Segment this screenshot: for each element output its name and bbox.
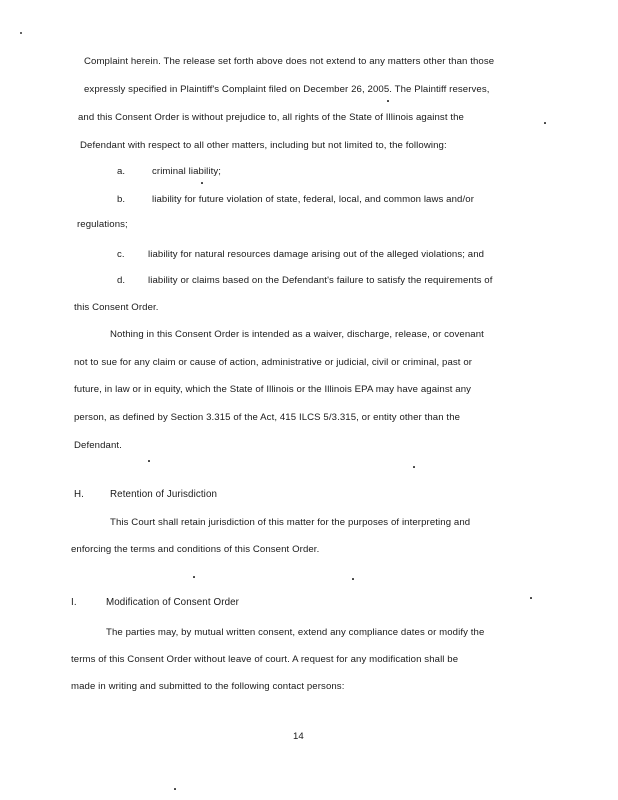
- page-number: 14: [293, 731, 304, 742]
- list-item-c-letter: c.: [117, 249, 125, 260]
- scan-speck: [544, 122, 546, 124]
- paragraph-2-line-4: person, as defined by Section 3.315 of the Act, 415 ILCS 5/3.315, or entity other than the: [74, 412, 461, 423]
- paragraph-1-line-2: expressly specified in Plaintiff's Complaint filed on December 26, 2005. The Plaintiff reserves,: [84, 84, 490, 95]
- list-item-c-text: liability for natural resources damage arising out of the alleged violations; and: [148, 249, 485, 260]
- section-h-letter: H.: [74, 489, 84, 500]
- section-h-line-1: This Court shall retain jurisdiction of this matter for the purposes of interpreting and: [110, 517, 471, 528]
- list-item-b-text: liability for future violation of state, federal, local, and common laws and/or: [152, 194, 474, 205]
- scan-speck: [193, 576, 195, 578]
- list-item-a-letter: a.: [117, 166, 126, 177]
- section-i-line-3: made in writing and submitted to the following contact persons:: [71, 681, 345, 692]
- list-item-b-letter: b.: [117, 194, 126, 205]
- paragraph-2-line-2: not to sue for any claim or cause of action, administrative or judicial, civil or criminal, past or: [74, 357, 473, 368]
- scan-speck: [352, 578, 354, 580]
- scan-speck: [530, 597, 532, 599]
- section-i-letter: I.: [71, 597, 77, 608]
- section-h-line-2: enforcing the terms and conditions of this Consent Order.: [71, 544, 320, 555]
- scan-speck: [387, 100, 389, 102]
- section-h-heading: Retention of Jurisdiction: [110, 489, 218, 500]
- list-item-a-text: criminal liability;: [152, 166, 222, 177]
- section-i-line-2: terms of this Consent Order without leave of court. A request for any modification shall be: [71, 654, 459, 665]
- list-item-d-letter: d.: [117, 275, 126, 286]
- scan-speck: [148, 460, 150, 462]
- scan-speck: [20, 32, 22, 34]
- paragraph-2-line-1: Nothing in this Consent Order is intended as a waiver, discharge, release, or covenant: [110, 329, 484, 340]
- paragraph-1-line-4: Defendant with respect to all other matters, including but not limited to, the following:: [80, 140, 447, 151]
- section-i-line-1: The parties may, by mutual written consent, extend any compliance dates or modify the: [106, 627, 485, 638]
- scan-speck: [174, 788, 176, 790]
- paragraph-2-line-3: future, in law or in equity, which the State of Illinois or the Illinois EPA may have against any: [74, 384, 472, 395]
- list-item-d-text: liability or claims based on the Defendant's failure to satisfy the requirements of: [148, 275, 493, 286]
- scan-speck: [201, 182, 203, 184]
- list-item-b-text-cont: regulations;: [77, 219, 128, 230]
- paragraph-2-line-5: Defendant.: [74, 440, 122, 451]
- paragraph-1-line-3: and this Consent Order is without prejudice to, all rights of the State of Illinois against the: [78, 112, 464, 123]
- section-i-heading: Modification of Consent Order: [106, 597, 240, 608]
- paragraph-1-line-1: Complaint herein. The release set forth above does not extend to any matters other than those: [84, 56, 495, 67]
- list-item-d-text-cont: this Consent Order.: [74, 302, 159, 313]
- scan-speck: [413, 466, 415, 468]
